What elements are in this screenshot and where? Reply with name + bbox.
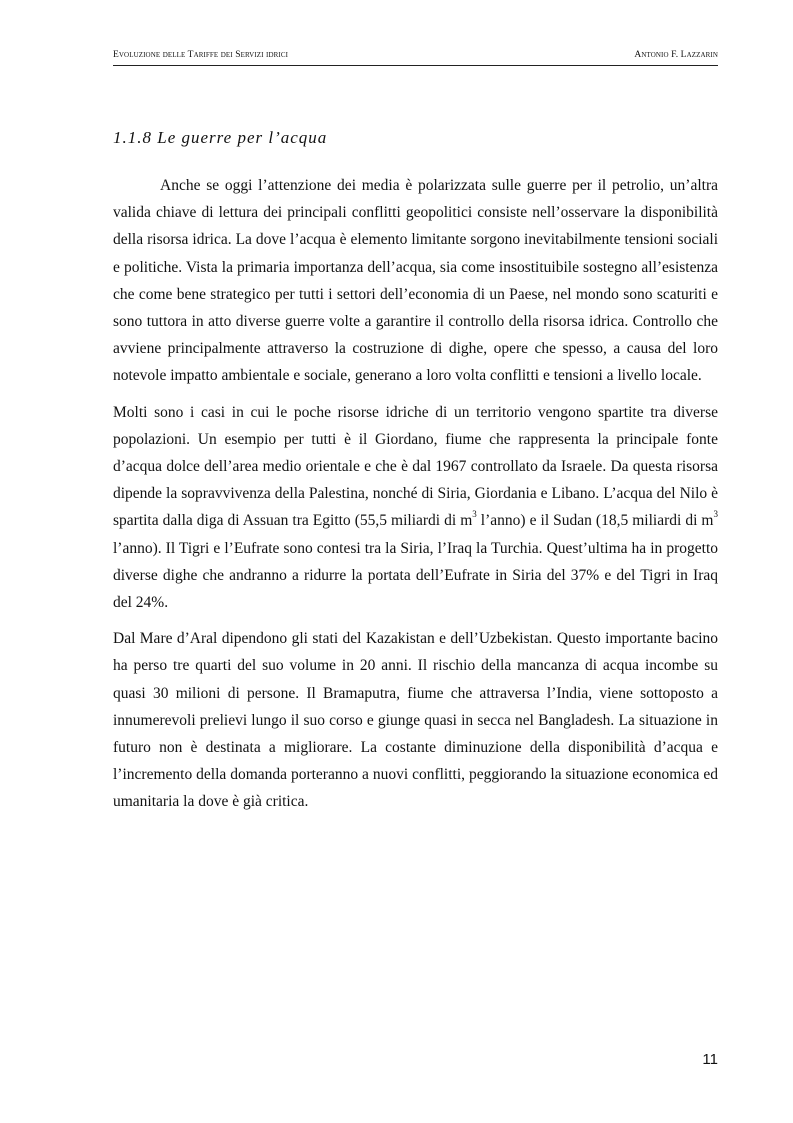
- body-text: [113, 172, 718, 816]
- superscript-cubic-1: 3: [472, 509, 477, 520]
- paragraph-2-part-c: l’anno). Il Tigri e l’Eufrate sono contesi tra la Siria, l’Iraq la Turchia. Quest’ultima ha in progetto diverse dighe che andranno a ridurre la portata dell’Eufrate in Siria del 37% e del Tigri in Iraq del 24%.: [113, 539, 718, 612]
- paragraph-2-part-b: l’anno) e il Sudan (18,5 miliardi di m: [476, 512, 714, 530]
- section-title: 1.1.8 Le guerre per l’acqua: [113, 128, 328, 147]
- header-document-title: Evoluzione delle Tariffe dei Servizi idrici: [113, 50, 289, 60]
- running-header: [113, 50, 718, 66]
- paragraph-1: Anche se oggi l’attenzione dei media è polarizzata sulle guerre per il petrolio, un’altra valida chiave di lettura dei principali conflitti geopolitici consiste nell’osservare la disponibilità della risorsa idrica. La dove l’acqua è elemento limitante sorgono inevitabilmente tensioni sociali e politiche. Vista la primaria importanza dell’acqua, sia come insostituibile sostegno all’esistenza che come bene strategico per tutti i settori dell’economia di un Paese, nel mondo sono scaturiti e sono tuttora in atto diverse guerre volte a garantire il controllo della risorsa idrica. Controllo che avviene principalmente attraverso la costruzione di dighe, opere che spesso, a causa del loro notevole impatto ambientale e sociale, generano a loro volta conflitti e tensioni a livello locale.: [113, 177, 718, 385]
- header-author: Antonio F. Lazzarin: [634, 50, 718, 60]
- paragraph-2: [113, 399, 718, 617]
- paragraph-2-part-a: Molti sono i casi in cui le poche risorse idriche di un territorio vengono spartite tra diverse popolazioni. Un esempio per tutti è il Giordano, fiume che rappresenta la principale fonte d’acqua dolce dell’area medio orientale e che è dal 1967 controllato da Israele. Da questa risorsa dipende la sopravvivenza della Palestina, nonché di Siria, Giordania e Libano. L’acqua del Nilo è spartita dalla diga di Assuan tra Egitto (55,5 miliardi di m: [113, 403, 718, 530]
- page-number: 11: [702, 1051, 718, 1068]
- paragraph-3: Dal Mare d’Aral dipendono gli stati del Kazakistan e dell’Uzbekistan. Questo importante bacino ha perso tre quarti del suo volume in 20 anni. Il rischio della mancanza di acqua incombe su quasi 30 milioni di persone. Il Bramaputra, fiume che attraversa l’India, viene sottoposto a innumerevoli prelievi lungo il suo corso e giunge quasi in secca nel Bangladesh. La situazione in futuro non è destinata a migliorare. La costante diminuzione della disponibilità d’acqua e l’incremento della domanda porteranno a nuovi conflitti, peggiorando la situazione economica ed umanitaria la dove è già critica.: [113, 630, 718, 811]
- superscript-cubic-2: 3: [713, 509, 718, 520]
